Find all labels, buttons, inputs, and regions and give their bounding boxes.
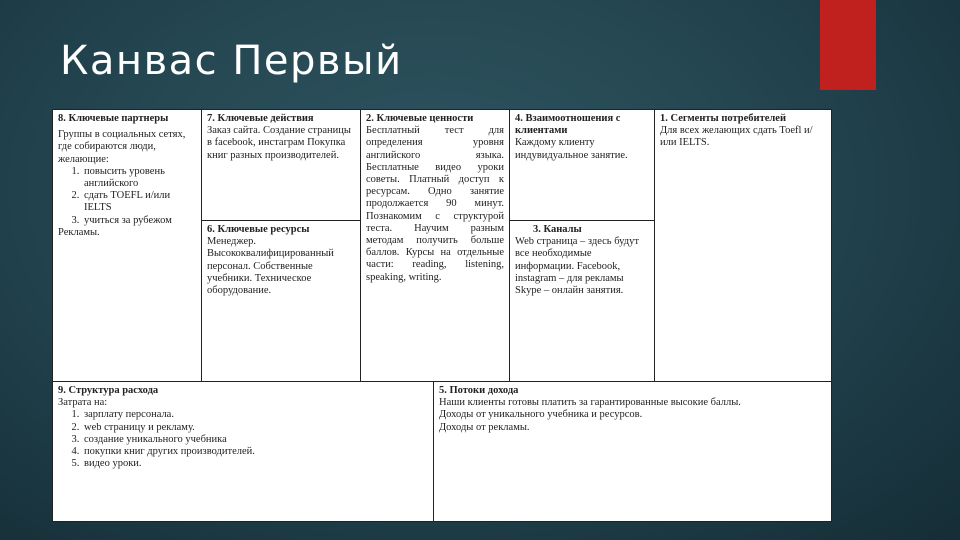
key-partners-cell <box>53 110 201 381</box>
customer-relationships-text: Каждому клиенту индувидуальное занятие. <box>515 137 628 161</box>
channels-text: Web страница – здесь будут все необходимые информации. Facebook, instagram – для рекламы Skype – онлайн занятия. <box>515 236 639 297</box>
key-activities-header: 7. Ключевые действия <box>207 113 314 124</box>
key-resources-cell <box>202 221 360 381</box>
list-item: 1. повысить уровень английского <box>82 166 196 190</box>
key-resources-header: 6. Ключевые ресурсы <box>207 224 310 235</box>
cost-structure-intro: Затрата на: <box>58 397 108 409</box>
customer-segments-cell <box>655 110 831 381</box>
value-proposition-header: 2. Ключевые ценности <box>366 113 474 124</box>
customer-segments-text: Для всех желающих сдать Toefl и/или IELTS. <box>660 125 813 149</box>
value-proposition-text: Бесплатный тест для определения уровня английского языка. Бесплатные видео уроки советы. Платный доступ к ресурсам. Одно занятие продолжается 90 минут. Познакомим с структурой теста. Научим разным методам получить больше баллов. Курсы на отдельные части: reading, listening, speaking, writing. <box>366 125 504 283</box>
list-item: 2. сдать TOEFL и/или IELTS <box>82 190 196 214</box>
value-proposition-cell <box>361 110 509 381</box>
business-model-canvas <box>52 109 832 522</box>
channels-cell <box>510 221 654 381</box>
cost-structure-header: 9. Структура расхода <box>58 385 159 396</box>
revenue-line: Доходы от рекламы. <box>439 421 530 433</box>
slide-title: Канвас Первый <box>60 38 403 84</box>
list-item: 1. зарплату персонала. <box>82 409 428 421</box>
list-item: 5. видео уроки. <box>82 458 428 470</box>
customer-relationships-header: 4. Взаимоотношения с клиентами <box>515 113 621 137</box>
revenue-line: Наши клиенты готовы платить за гарантированные высокие баллы. <box>439 397 741 409</box>
revenue-streams-cell <box>434 382 831 521</box>
list-item: 2. web страницу и рекламу. <box>82 422 428 434</box>
red-accent-bar <box>820 0 876 90</box>
revenue-line: Доходы от уникального учебника и ресурсов. <box>439 409 643 421</box>
key-partners-intro: Группы в социальных сетях, где собираются люди, желающие: <box>58 129 186 165</box>
revenue-streams-header: 5. Потоки дохода <box>439 385 519 396</box>
customer-segments-header: 1. Сегменты потребителей <box>660 113 787 124</box>
key-activities-cell <box>202 110 360 220</box>
key-resources-text: Менеджер. Высококвалифицированный персонал. Собственные учебники. Техническое оборудование. <box>207 236 334 297</box>
key-partners-list <box>58 166 196 227</box>
channels-header: 3. Каналы <box>533 224 582 235</box>
list-item: 4. покупки книг других производителей. <box>82 446 428 458</box>
key-partners-header: 8. Ключевые партнеры <box>58 113 169 124</box>
cost-structure-list <box>58 409 428 470</box>
key-activities-text: Заказ сайта. Создание страницы в facebook, инстаграм Покупка книг разных производителей. <box>207 125 351 161</box>
list-item: 3. создание уникального учебника <box>82 434 428 446</box>
list-item: 3. учиться за рубежом <box>82 215 196 227</box>
key-partners-footer: Рекламы. <box>58 226 100 238</box>
customer-relationships-cell <box>510 110 654 220</box>
cost-structure-cell <box>53 382 433 521</box>
